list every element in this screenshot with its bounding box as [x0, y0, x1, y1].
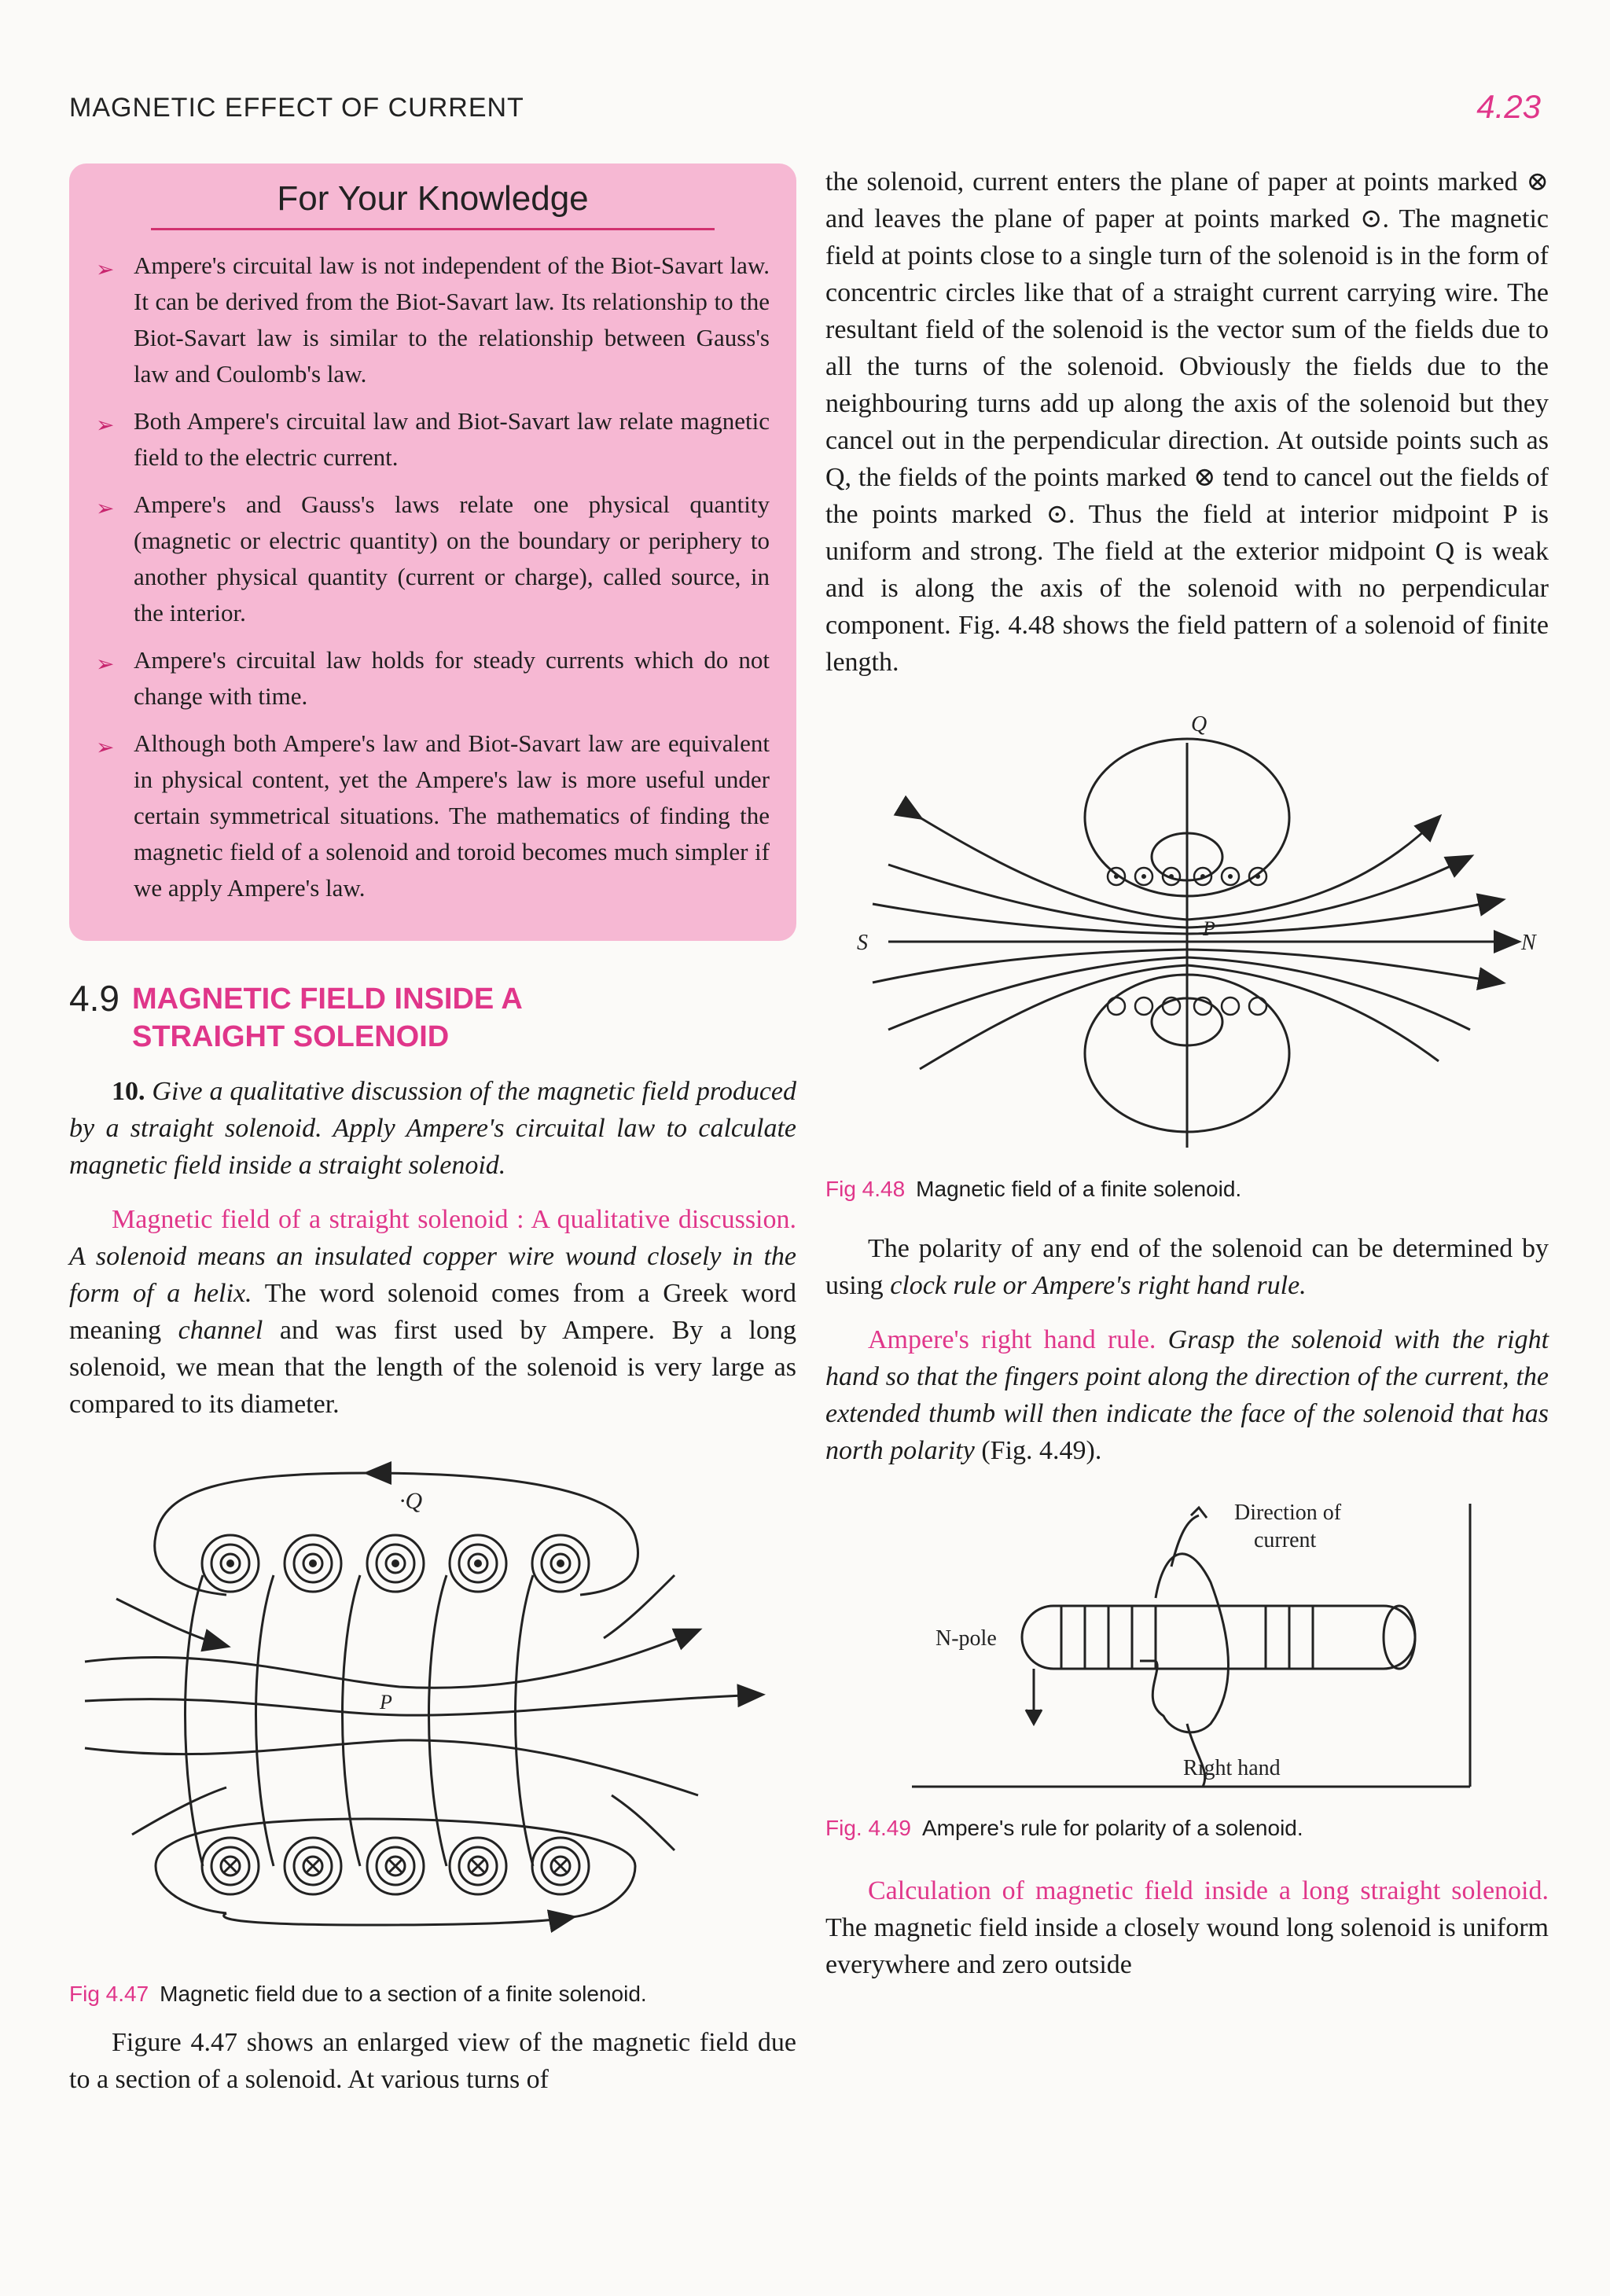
figure-4-47-caption: Fig 4.47 Magnetic field due to a section of a finite solenoid. — [69, 1982, 647, 2006]
point-p-label: P — [380, 1691, 392, 1714]
question: 10. Give a qualitative discussion of the magnetic field produced by a straight solenoid. Apply Ampere's circuital law to calculate magnetic field inside a straight solenoid. — [69, 1077, 797, 1180]
polarity-paragraph: The polarity of any end of the solenoid can be determined by using clock rule or Ampere's right hand rule. — [825, 1234, 1549, 1300]
direction-label-1: Direction of — [1234, 1501, 1342, 1525]
figure-4-47 — [69, 1442, 796, 2007]
bullet-arrow-icon: ➢ — [96, 736, 115, 760]
knowledge-box — [69, 163, 796, 941]
bullet-arrow-icon: ➢ — [96, 497, 115, 521]
bullet-arrow-icon: ➢ — [96, 413, 115, 438]
knowledge-list — [96, 248, 770, 906]
ampere-rule-heading: Ampere's right hand rule. — [868, 1325, 1156, 1354]
right-hand-label: Right hand — [1183, 1756, 1281, 1780]
npole-label: N-pole — [935, 1626, 997, 1651]
right-column — [825, 163, 1549, 1983]
knowledge-item: ➢ Ampere's and Gauss's laws relate one physical quantity (magnetic or electric quantity) on the boundary or periphery to another physical quantity (current or charge), called source, in the interior. — [96, 490, 770, 626]
calculation-heading: Calculation of magnetic field inside a long straight solenoid. — [868, 1876, 1549, 1905]
north-label: N — [1521, 931, 1536, 955]
figure-4-47-text: Figure 4.47 shows an enlarged view of the magnetic field due to a section of a solenoid. At various turns of — [69, 2028, 796, 2094]
finite-solenoid-field-diagram — [825, 700, 1549, 1163]
figure-4-49 — [825, 1488, 1549, 1841]
ampere-rule-paragraph: Ampere's right hand rule. Grasp the solenoid with the right hand so that the fingers point along the direction of the current, the extended thumb will then indicate the face of the solenoid that has north polarity (Fig. 4.49). — [825, 1325, 1549, 1465]
bullet-arrow-icon: ➢ — [96, 652, 115, 677]
bullet-arrow-icon: ➢ — [96, 258, 115, 282]
section-heading — [69, 977, 796, 1056]
right-hand-rule-diagram — [825, 1488, 1549, 1802]
knowledge-item: ➢ Both Ampere's circuital law and Biot-Savart law relate magnetic field to the electric current. — [96, 407, 770, 471]
section-title: MAGNETIC FIELD INSIDE A STRAIGHT SOLENOID — [132, 983, 523, 1053]
knowledge-item: ➢ Although both Ampere's law and Biot-Savart law are equivalent in physical content, yet the Ampere's law is more useful under certain symmetrical situations. The mathematics of finding the magnetic field of a solenoid and toroid becomes much simpler if we apply Ampere's law. — [96, 729, 770, 902]
point-p-label: P — [1203, 917, 1215, 940]
section-number: 4.9 — [69, 978, 119, 1019]
point-q-label: Q — [1191, 712, 1208, 737]
solenoid-section-diagram — [69, 1442, 796, 1968]
discussion-paragraph: Magnetic field of a straight solenoid : A qualitative discussion. A solenoid means an insulated copper wire wound closely in the form of a helix. The word solenoid comes from a Greek word meaning channel and was first used by Ampere. By a long solenoid, we mean that the length of the solenoid is very large as compared to its diameter. — [69, 1205, 797, 1419]
calculation-paragraph: Calculation of magnetic field inside a long straight solenoid. The magnetic field inside a closely wound long solenoid is uniform everywhere and zero outside — [825, 1876, 1549, 1979]
direction-label-2: current — [1254, 1528, 1317, 1552]
knowledge-item: ➢ Ampere's circuital law is not independent of the Biot-Savart law. It can be derived from the Biot-Savart law. Its relationship to the Biot-Savart law is similar to the relationship between Gauss's law and Coulomb's law. — [96, 252, 770, 388]
chapter-title: MAGNETIC EFFECT OF CURRENT — [69, 93, 524, 123]
figure-4-48-caption: Fig 4.48 Magnetic field of a finite solenoid. — [825, 1177, 1242, 1201]
figure-4-49-caption: Fig. 4.49 Ampere's rule for polarity of a solenoid. — [825, 1816, 1303, 1840]
knowledge-box-title: For Your Knowledge — [151, 181, 715, 230]
point-q-label: ·Q — [399, 1488, 423, 1514]
figure-4-48 — [825, 700, 1549, 1202]
south-label: S — [857, 931, 868, 955]
discussion-heading: Magnetic field of a straight solenoid : A qualitative discussion. — [112, 1205, 796, 1234]
solenoid-field-paragraph: the solenoid, current enters the plane of paper at points marked ⊗ and leaves the plane of paper at points marked ⊙. The magnetic field at points close to a single turn of the solenoid is in the form of concentric circles like that of a straight current carrying wire. The resultant field of the solenoid is the vector sum of the fields due to all the turns of the solenoid. Obviously the fields due to the neighbouring turns add up along the axis of the solenoid but they cancel out in the perpendicular direction. At outside points such as Q, the fields of the points marked ⊗ tend to cancel out the fields of the points marked ⊙. Thus the field at interior midpoint P is uniform and strong. The field at the exterior midpoint Q is weak and is along the axis of the solenoid with no perpendicular component. Fig. 4.48 shows the field pattern of a solenoid of finite length. — [825, 167, 1549, 677]
page-number: 4.23 — [1476, 88, 1541, 125]
left-column — [69, 163, 796, 2098]
knowledge-item: ➢ Ampere's circuital law holds for steady currents which do not change with time. — [96, 646, 770, 710]
